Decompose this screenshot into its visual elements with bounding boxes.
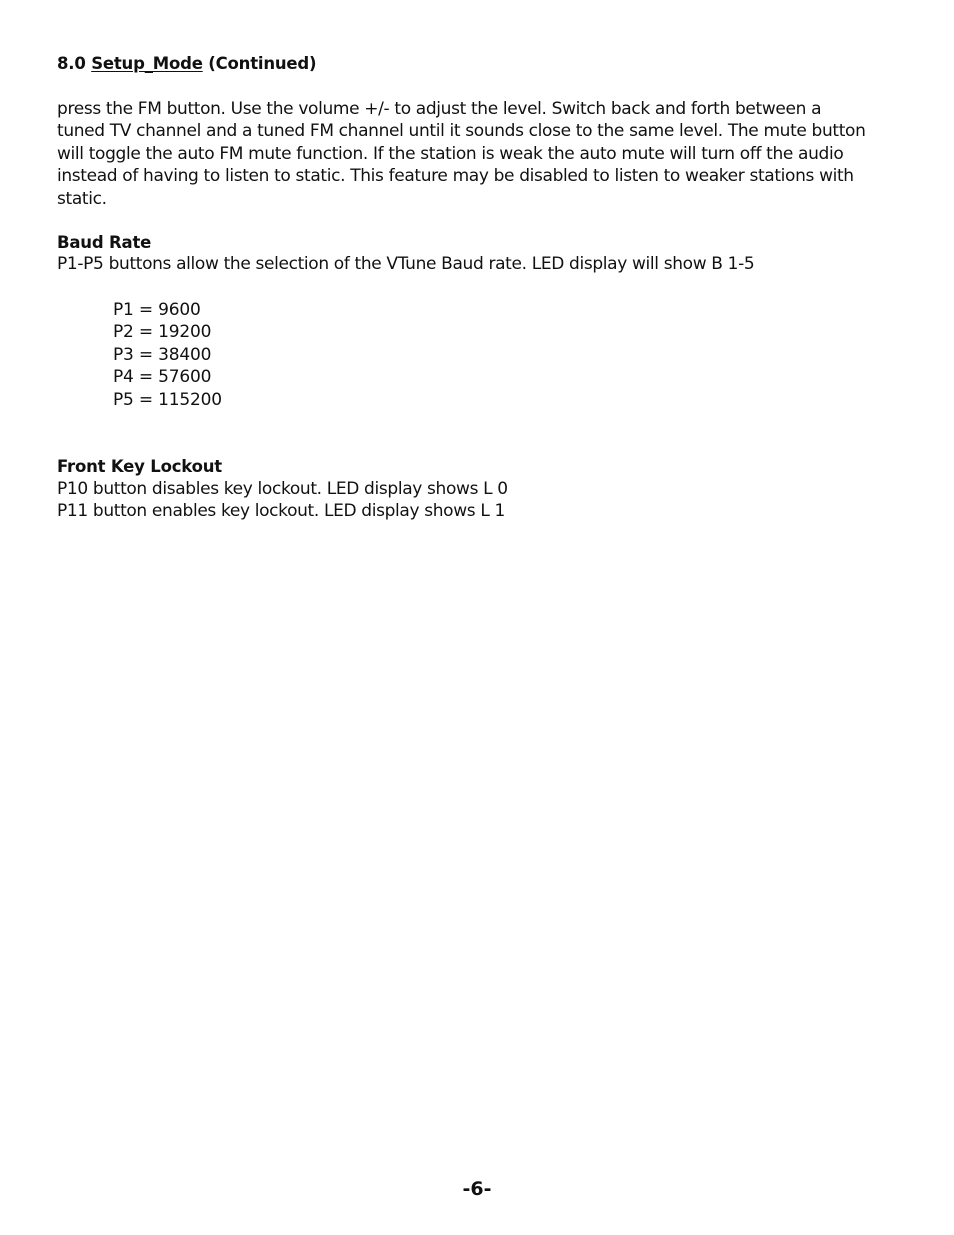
lockout-line-disable: P10 button disables key lockout. LED display shows L 0 (57, 479, 508, 499)
baud-rate-item: P2 = 19200 (113, 322, 212, 343)
paragraph-line: static. (57, 188, 107, 209)
baud-rate-item: P3 = 38400 (113, 344, 212, 365)
baud-rate-heading: Baud Rate (57, 233, 152, 252)
section-heading (57, 54, 316, 73)
paragraph-line: tuned TV channel and a tuned FM channel until it sounds close to the same level. The mute button (57, 121, 866, 142)
page-number: -6- (462, 1178, 492, 1200)
baud-rate-list (113, 299, 222, 411)
lockout-line-enable: P11 button enables key lockout. LED display shows L 1 (57, 501, 505, 521)
section-number: 8.0 (57, 54, 86, 73)
paragraph-line: instead of having to listen to static. This feature may be disabled to listen to weaker stations with (57, 166, 854, 187)
baud-rate-item: P1 = 9600 (113, 300, 201, 320)
paragraph-line: will toggle the auto FM mute function. If the station is weak the auto mute will turn off the audio (57, 143, 844, 164)
baud-rate-description: P1-P5 buttons allow the selection of the VTune Baud rate. LED display will show B 1-5 (57, 254, 755, 274)
section-suffix: (Continued) (208, 54, 317, 73)
section-title: Setup_Mode (91, 54, 203, 73)
baud-rate-item: P4 = 57600 (113, 367, 212, 388)
baud-rate-item: P5 = 115200 (113, 389, 222, 410)
front-key-lockout-heading: Front Key Lockout (57, 457, 222, 476)
intro-paragraph (57, 98, 897, 210)
paragraph-line: press the FM button. Use the volume +/- to adjust the level. Switch back and forth between a (57, 99, 822, 119)
